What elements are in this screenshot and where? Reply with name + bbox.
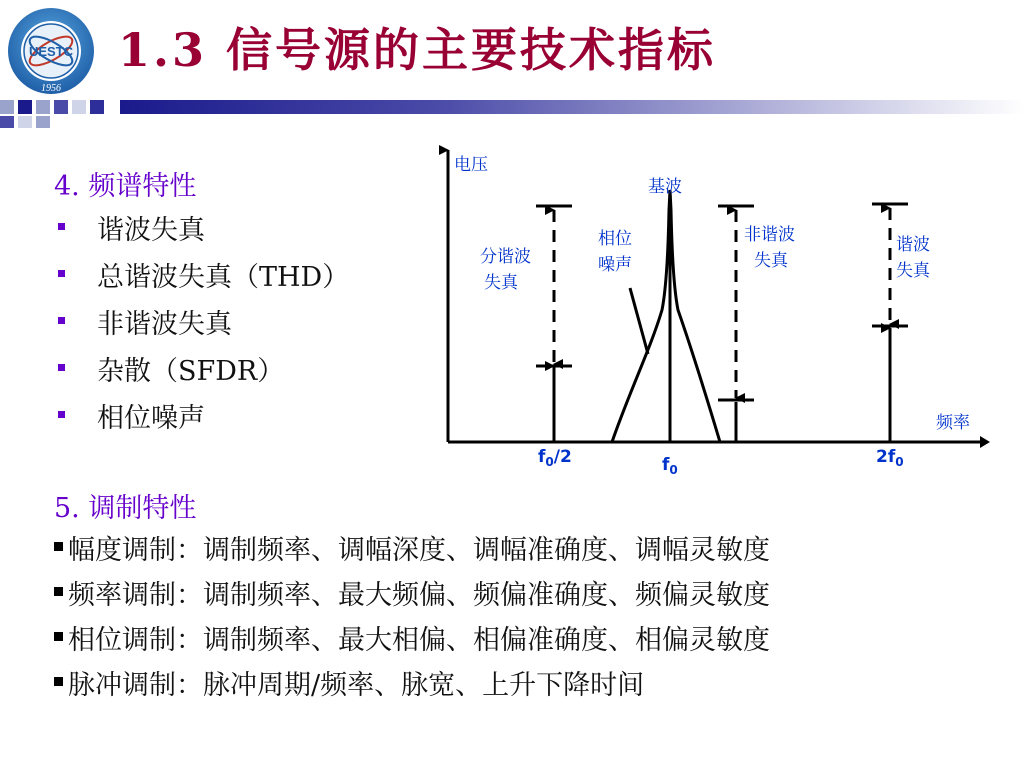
bullet-square-icon (58, 223, 65, 230)
list-item: 谐波失真 (56, 208, 349, 255)
x-axis-arrow-icon (980, 436, 990, 448)
bullet-square-icon (54, 632, 63, 641)
tick-label-f0-half: $f_0/2$ (538, 447, 572, 469)
harmonic-label-line1: 谐波 (896, 235, 930, 255)
modulation-bullet-list (54, 528, 770, 708)
logo-year: 1956 (41, 83, 61, 94)
logo-text: UESTC (28, 44, 74, 59)
subharmonic-label-line2: 失真 (484, 273, 518, 293)
nonharmonic-label-line2: 失真 (754, 251, 788, 271)
bullet-square-icon (58, 411, 65, 418)
subharmonic-label-line1: 分谐波 (480, 247, 531, 267)
tick-label-2f0: $2f_0$ (876, 447, 904, 469)
bullet-square-icon (54, 587, 63, 596)
bullet-square-icon (58, 364, 65, 371)
fundamental-label: 基波 (648, 177, 682, 197)
section-heading-modulation: 5. 调制特性 (54, 493, 197, 524)
phase-noise-pointer (630, 288, 648, 354)
x-axis-label: 频率 (936, 413, 970, 433)
list-item: 相位噪声 (56, 396, 349, 443)
phase-noise-label-line1: 相位 (598, 229, 632, 249)
list-item: 幅度调制：调制频率、调幅深度、调幅准确度、调幅灵敏度 (54, 528, 770, 573)
phase-noise-label-line2: 噪声 (598, 255, 632, 275)
bullet-square-icon (54, 542, 63, 551)
bullet-square-icon (58, 270, 65, 277)
y-axis-label: 电压 (454, 155, 488, 175)
page-title: 1.3 信号源的主要技术指标 (118, 23, 717, 77)
list-item: 脉冲调制：脉冲周期/频率、脉宽、上升下降时间 (54, 663, 770, 708)
university-logo (6, 6, 96, 96)
bullet-square-icon (54, 677, 63, 686)
list-item: 总谐波失真（THD） (56, 255, 349, 302)
nonharmonic-label-line1: 非谐波 (744, 225, 795, 245)
harmonic-label-line2: 失真 (896, 261, 930, 281)
title-decoration-bar (0, 96, 1024, 130)
spectrum-bullet-list (56, 208, 349, 443)
list-item: 相位调制：调制频率、最大相偏、相偏准确度、相偏灵敏度 (54, 618, 770, 663)
tick-label-f0: $f_0$ (662, 455, 678, 477)
list-item: 杂散（SFDR） (56, 349, 349, 396)
list-item: 频率调制：调制频率、最大频偏、频偏准确度、频偏灵敏度 (54, 573, 770, 618)
section-heading-spectrum: 4. 频谱特性 (54, 171, 197, 202)
spectrum-diagram (430, 140, 990, 480)
bullet-square-icon (58, 317, 65, 324)
fundamental-peak (612, 190, 720, 442)
list-item: 非谐波失真 (56, 302, 349, 349)
